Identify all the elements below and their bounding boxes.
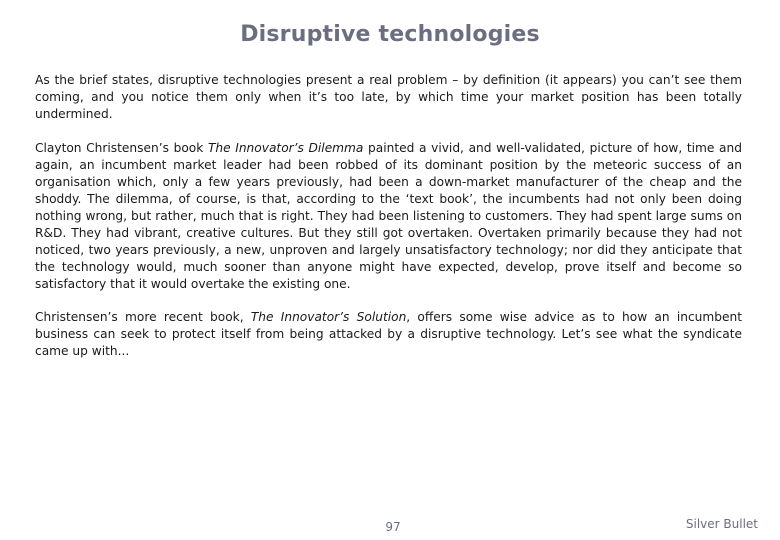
page-title: Disruptive technologies <box>240 22 540 47</box>
paragraph-innovators-solution <box>35 309 742 360</box>
paragraph-innovators-dilemma-rest: painted a vivid, and well-validated, picture of how, time and again, an incumbent market leader had been robbed of its dominant position by the meteoric success of an organisation which, only a few years previously, had been a down-market manufacturer of the cheap and the shoddy. The dilemma, of course, is that, according to the ‘text book’, the incumbents had not only been doing nothing wrong, but rather, much that is right. They had been listening to customers. They had spent large sums on R&D. They had vibrant, creative cultures. But they still got overtaken. Overtaken primarily because they had not noticed, two years previously, a new, unproven and largely unsatisfactory technology; nor did they anticipate that the technology would, much sooner than anyone might have expected, develop, prove itself and become so satisfactory that it would overtake the existing one. <box>35 141 742 291</box>
body-text <box>35 72 742 377</box>
paragraph-innovators-solution-prefix: Christensen’s more recent book, <box>35 310 251 324</box>
paragraph-intro: As the brief states, disruptive technologies present a real problem – by definition (it appears) you can’t see them coming, and you notice them only when it’s too late, by which time your market position has been totally undermined. <box>35 73 742 121</box>
book-title-innovators-solution: The Innovator’s Solution <box>250 310 407 324</box>
paragraph-innovators-dilemma <box>35 140 742 293</box>
paragraph-innovators-solution-rest: , offers some wise advice as to how an incumbent business can seek to protect itself from being attacked by a disruptive technology. Let’s see what the syndicate came up with... <box>35 310 742 358</box>
page-number: 97 <box>385 520 401 534</box>
brand-label: Silver Bullet <box>685 517 758 531</box>
paragraph-innovators-dilemma-prefix: Clayton Christensen’s book <box>35 141 208 155</box>
book-title-innovators-dilemma: The Innovator’s Dilemma <box>207 141 364 155</box>
